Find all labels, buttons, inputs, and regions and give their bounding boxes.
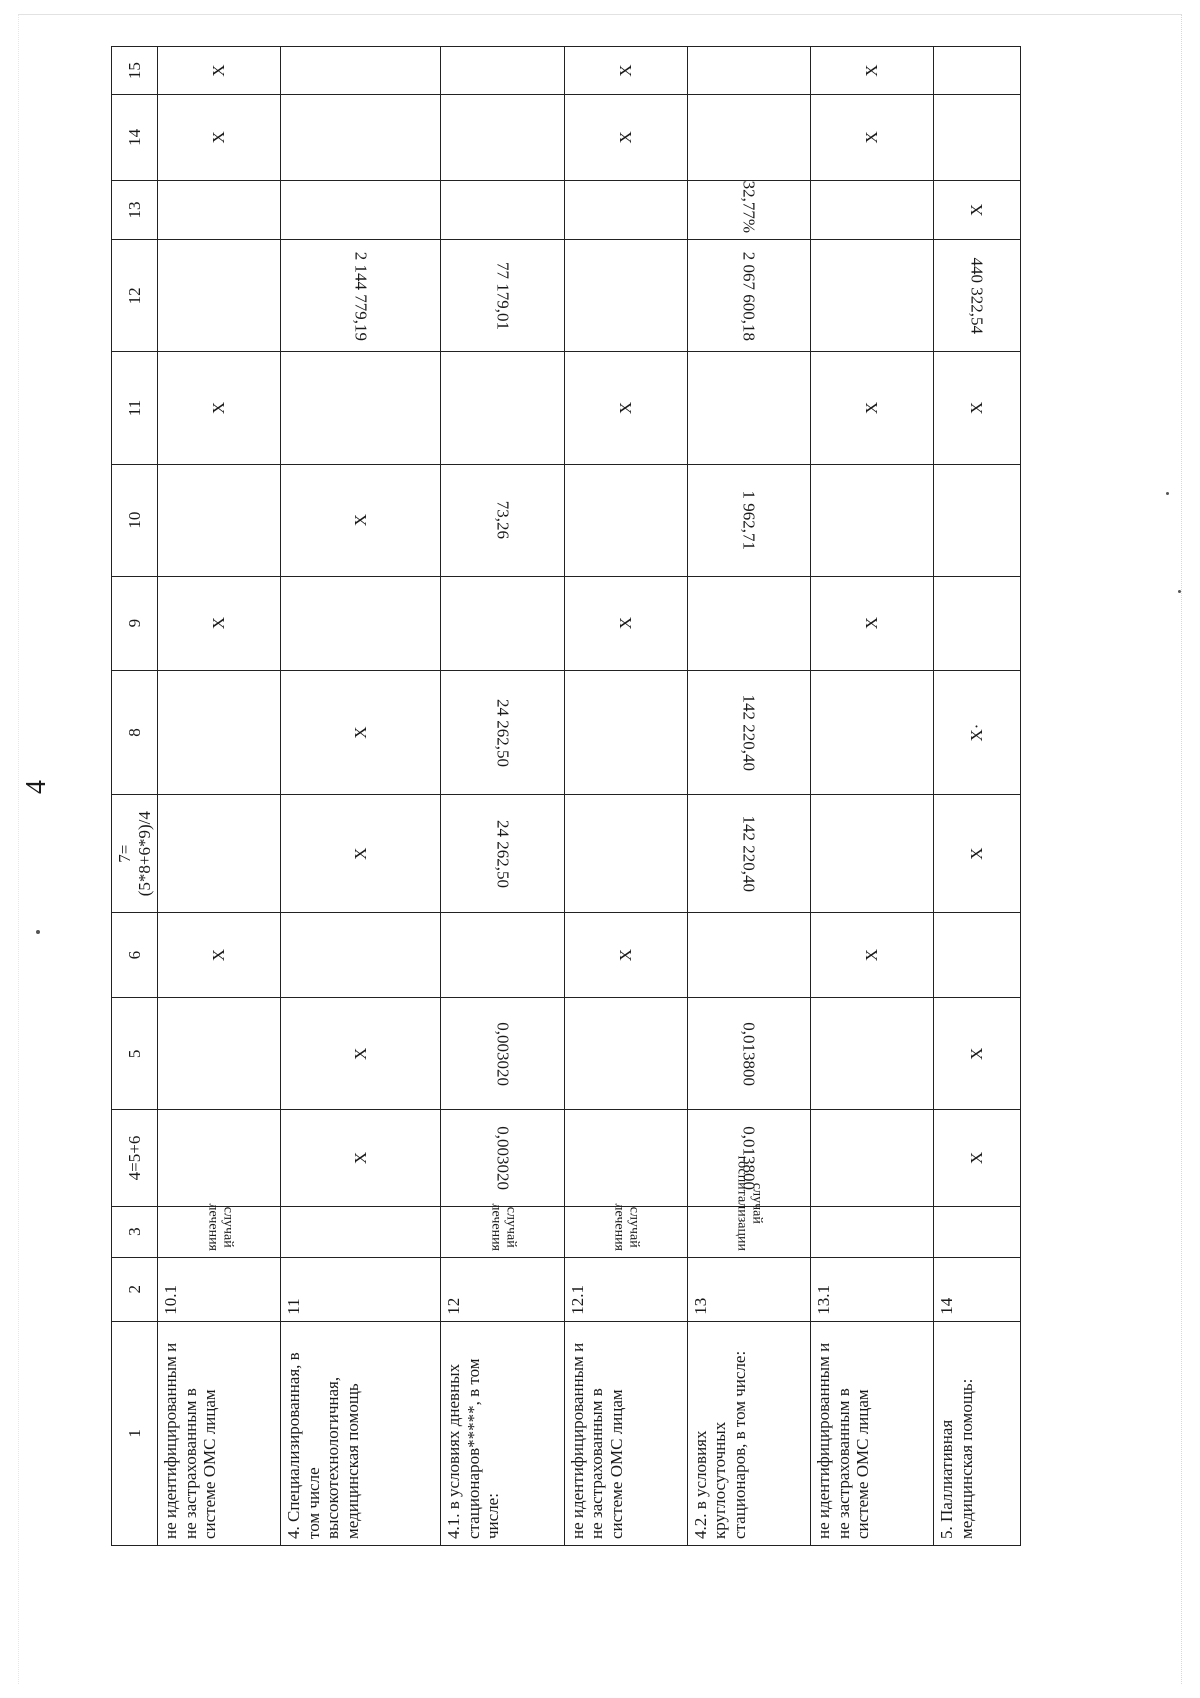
not-applicable-mark: X [862, 131, 882, 144]
header-cell-1: 1 [112, 1321, 158, 1545]
value-cell-col11 [158, 352, 281, 464]
value-cell-col12 [441, 240, 564, 352]
not-applicable-mark: X [209, 401, 229, 415]
value-cell-col12 [934, 240, 1021, 352]
numeric-value: 0,013800 [739, 1126, 759, 1190]
value-cell-col14 [441, 95, 564, 180]
numeric-value: 2 144 779,19 [351, 251, 371, 341]
table-row [281, 47, 441, 1546]
not-applicable-mark: X [862, 949, 882, 962]
value-cell-col11 [934, 352, 1021, 464]
row-number: 10.1 [158, 1257, 281, 1321]
value-cell-col12 [564, 240, 687, 352]
numeric-value: 0,013800 [739, 1022, 759, 1086]
value-cell-col5 [811, 998, 934, 1110]
value-cell-col6 [811, 912, 934, 997]
not-applicable-mark: X [351, 513, 371, 527]
header-cell-8: 8 [112, 670, 158, 795]
value-cell-col10 [281, 464, 441, 576]
not-applicable-mark: X [351, 1047, 371, 1061]
header-cell-12: 12 [112, 240, 158, 352]
value-cell-col7 [811, 795, 934, 912]
unit-label: случай госпитализации [734, 1155, 765, 1251]
value-cell-col15 [158, 47, 281, 95]
header-cell-13: 13 [112, 180, 158, 240]
value-cell-col4 [564, 1110, 687, 1206]
numeric-value: 1 962,71 [739, 490, 759, 550]
row-label: не идентифицированным и не застрахованным в системе ОМС лицам [811, 1321, 934, 1545]
value-cell-col8 [281, 670, 441, 795]
value-cell-col14 [281, 95, 441, 180]
scan-speck [1166, 492, 1169, 495]
not-applicable-mark: X· [967, 723, 987, 742]
value-cell-col9 [564, 576, 687, 670]
unit-cell [934, 1206, 1021, 1257]
row-label: 4. Специализированная, в том числе высокотехнологичная, медицинская помощь [281, 1321, 441, 1545]
value-cell-col12 [281, 240, 441, 352]
not-applicable-mark: X [967, 847, 987, 860]
header-row [112, 47, 158, 1546]
not-applicable-mark: X [967, 1151, 987, 1165]
value-cell-col7 [564, 795, 687, 912]
table-row [564, 47, 687, 1546]
value-cell-col9 [934, 576, 1021, 670]
not-applicable-mark: X [209, 64, 229, 77]
value-cell-col14 [687, 95, 810, 180]
numeric-value: 77 179,01 [493, 261, 513, 330]
value-cell-col12 [687, 240, 810, 352]
value-cell-col13 [811, 180, 934, 240]
numeric-value: 142 220,40 [739, 694, 759, 771]
value-cell-col13 [564, 180, 687, 240]
value-cell-col8 [811, 670, 934, 795]
value-cell-col4 [441, 1110, 564, 1206]
value-cell-col14 [158, 95, 281, 180]
value-cell-col4 [934, 1110, 1021, 1206]
header-cell-7: 7= (5*8+6*9)/4 [112, 795, 158, 912]
value-cell-col5 [441, 998, 564, 1110]
value-cell-col7 [687, 795, 810, 912]
table-row [687, 47, 810, 1546]
value-cell-col15 [441, 47, 564, 95]
value-cell-col10 [158, 464, 281, 576]
header-cell-9: 9 [112, 576, 158, 670]
value-cell-col7 [281, 795, 441, 912]
value-cell-col15 [564, 47, 687, 95]
value-cell-col5 [158, 998, 281, 1110]
page-number: 4 [21, 780, 52, 794]
numeric-value: 73,26 [493, 500, 513, 540]
numeric-value: 440 322,54 [967, 257, 987, 335]
value-cell-col10 [934, 464, 1021, 576]
rotated-table-container [111, 46, 1021, 1546]
value-cell-col10 [441, 464, 564, 576]
numeric-value: 24 262,50 [493, 819, 513, 888]
not-applicable-mark: X [351, 1151, 371, 1165]
value-cell-col6 [687, 912, 810, 997]
value-cell-col7 [158, 795, 281, 912]
value-cell-col9 [158, 576, 281, 670]
value-cell-col7 [441, 795, 564, 912]
value-cell-col6 [564, 912, 687, 997]
value-cell-col9 [281, 576, 441, 670]
value-cell-col8 [564, 670, 687, 795]
value-cell-col9 [811, 576, 934, 670]
value-cell-col4 [158, 1110, 281, 1206]
not-applicable-mark: X [967, 1047, 987, 1061]
not-applicable-mark: X [209, 131, 229, 144]
header-cell-14: 14 [112, 95, 158, 180]
value-cell-col11 [441, 352, 564, 464]
row-number: 13.1 [811, 1257, 934, 1321]
numeric-value: 32,77% [739, 180, 759, 234]
not-applicable-mark: X [862, 401, 882, 415]
unit-cell [281, 1206, 441, 1257]
value-cell-col5 [281, 998, 441, 1110]
header-cell-2: 2 [112, 1257, 158, 1321]
not-applicable-mark: X [615, 616, 635, 630]
numeric-value: 142 220,40 [739, 815, 759, 892]
unit-label: случай лечения [488, 1203, 519, 1251]
not-applicable-mark: X [351, 847, 371, 860]
row-number: 11 [281, 1257, 441, 1321]
table-row [934, 47, 1021, 1546]
value-cell-col14 [811, 95, 934, 180]
value-cell-col11 [687, 352, 810, 464]
not-applicable-mark: X [862, 64, 882, 77]
header-cell-4: 4=5+6 [112, 1110, 158, 1206]
value-cell-col13 [687, 180, 810, 240]
header-cell-3: 3 [112, 1206, 158, 1257]
row-number: 12.1 [564, 1257, 687, 1321]
unit-cell [158, 1203, 281, 1257]
value-cell-col4 [811, 1110, 934, 1206]
numeric-value: 24 262,50 [493, 698, 513, 767]
not-applicable-mark: X [209, 616, 229, 630]
value-cell-col12 [158, 240, 281, 352]
value-cell-col12 [811, 240, 934, 352]
value-cell-col14 [564, 95, 687, 180]
value-cell-col10 [811, 464, 934, 576]
not-applicable-mark: X [615, 131, 635, 144]
value-cell-col13 [934, 180, 1021, 240]
row-label: не идентифицированным и не застрахованным в системе ОМС лицам [158, 1321, 281, 1545]
value-cell-col8 [158, 670, 281, 795]
numeric-value: 0,003020 [493, 1022, 513, 1086]
value-cell-col6 [158, 912, 281, 997]
header-cell-10: 10 [112, 464, 158, 576]
value-cell-col8 [441, 670, 564, 795]
not-applicable-mark: X [615, 949, 635, 962]
value-cell-col10 [564, 464, 687, 576]
not-applicable-mark: X [967, 401, 987, 415]
value-cell-col5 [934, 998, 1021, 1110]
value-cell-col13 [441, 180, 564, 240]
unit-cell [811, 1206, 934, 1257]
row-label: 5. Паллиативная медицинская помощь: [934, 1321, 1021, 1545]
value-cell-col13 [158, 180, 281, 240]
header-cell-15: 15 [112, 47, 158, 95]
value-cell-col4 [281, 1110, 441, 1206]
value-cell-col11 [281, 352, 441, 464]
value-cell-col5 [687, 998, 810, 1110]
not-applicable-mark: X [615, 64, 635, 77]
numeric-value: 0,003020 [493, 1126, 513, 1190]
value-cell-col10 [687, 464, 810, 576]
value-cell-col6 [281, 912, 441, 997]
value-cell-col8 [687, 670, 810, 795]
scan-speck [1178, 590, 1181, 593]
value-cell-col9 [687, 576, 810, 670]
value-cell-col11 [811, 352, 934, 464]
row-label: 4.2. в условиях круглосуточных стационаров, в том числе: [687, 1321, 810, 1545]
unit-label: случай лечения [611, 1203, 642, 1251]
row-number: 12 [441, 1257, 564, 1321]
scan-speck [36, 930, 40, 934]
row-label: 4.1. в условиях дневных стационаров*****, в том числе: [441, 1321, 564, 1545]
value-cell-col9 [441, 576, 564, 670]
header-cell-6: 6 [112, 912, 158, 997]
unit-cell [441, 1203, 564, 1257]
value-cell-col15 [811, 47, 934, 95]
value-cell-col6 [934, 912, 1021, 997]
not-applicable-mark: X [351, 726, 371, 739]
value-cell-col14 [934, 95, 1021, 180]
value-cell-col8 [934, 670, 1021, 795]
not-applicable-mark: X [862, 616, 882, 630]
value-cell-col15 [934, 47, 1021, 95]
header-cell-5: 5 [112, 998, 158, 1110]
value-cell-col11 [564, 352, 687, 464]
value-cell-col13 [281, 180, 441, 240]
not-applicable-mark: X [967, 203, 987, 217]
value-cell-col15 [281, 47, 441, 95]
row-number: 14 [934, 1257, 1021, 1321]
row-label: не идентифицированным и не застрахованным в системе ОМС лицам [564, 1321, 687, 1545]
not-applicable-mark: X [615, 401, 635, 415]
value-cell-col5 [564, 998, 687, 1110]
value-cell-col6 [441, 912, 564, 997]
row-number: 13 [687, 1257, 810, 1321]
unit-cell [564, 1203, 687, 1257]
unit-label: случай лечения [205, 1203, 235, 1251]
financing-table [111, 46, 1021, 1546]
table-row [158, 47, 281, 1546]
table-row [811, 47, 934, 1546]
not-applicable-mark: X [209, 949, 229, 962]
header-cell-11: 11 [112, 352, 158, 464]
value-cell-col7 [934, 795, 1021, 912]
value-cell-col15 [687, 47, 810, 95]
table-row [441, 47, 564, 1546]
numeric-value: 2 067 600,18 [739, 251, 759, 341]
